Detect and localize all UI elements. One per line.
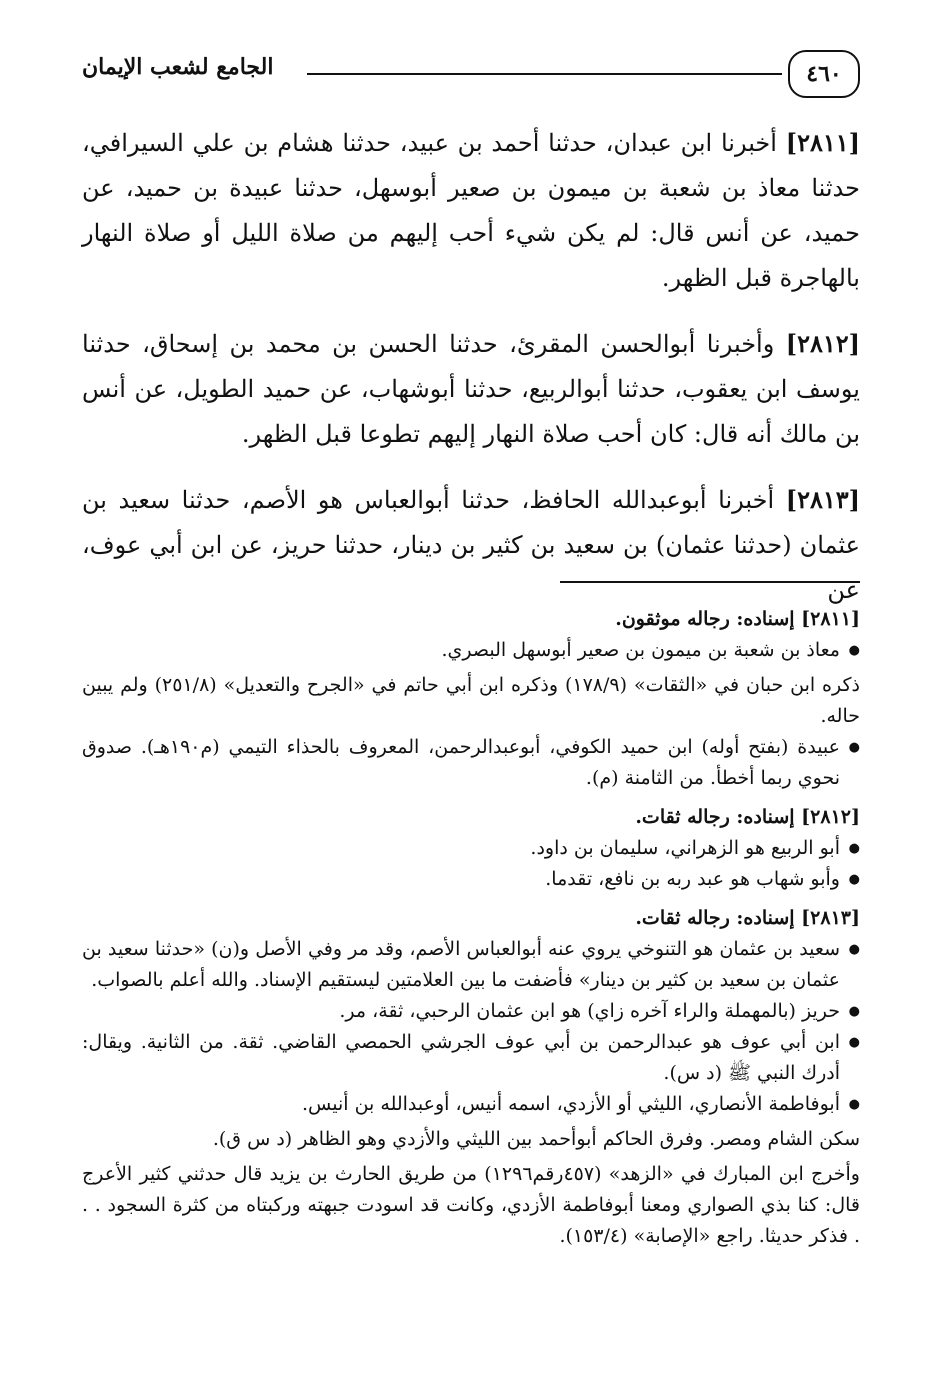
header-rule xyxy=(307,73,782,75)
main-text xyxy=(82,120,860,633)
hadith-number: [٢٨١٣] xyxy=(785,485,860,514)
footnote-bullet: ● أبو الربيع هو الزهراني، سليمان بن داود. xyxy=(82,833,860,864)
book-page xyxy=(82,40,860,1340)
hadith-number: [٢٨١١] xyxy=(785,128,860,157)
hadith-text: أخبرنا ابن عبدان، حدثنا أحمد بن عبيد، حدثنا هشام بن علي السيرافي، حدثنا معاذ بن شعبة بن ميمون بن صعير أبوسهل، حدثنا عبيدة بن حميد، عن حميد، عن أنس قال: لم يكن شيء أحب إليهم من صلاة الليل أو صلاة النهار بالهاجرة قبل الظهر. xyxy=(82,129,860,292)
hadith-text: أخبرنا أبوعبدالله الحافظ، حدثنا أبوالعباس هو الأصم، حدثنا سعيد بن عثمان (حدثنا عثمان) بن سعيد بن كثير بن دينار، حدثنا حريز، عن ابن أبي عوف، عن xyxy=(82,486,860,604)
hadith-text: وأخبرنا أبوالحسن المقرئ، حدثنا الحسن بن محمد بن إسحاق، حدثنا يوسف ابن يعقوب، حدثنا أبوالربيع، حدثنا أبوشهاب، عن حميد الطويل، عن أنس بن مالك أنه قال: كان أحب صلاة النهار إليهم تطوعا قبل الظهر. xyxy=(82,330,860,448)
page-header xyxy=(82,40,860,112)
footnote-paragraph: سكن الشام ومصر. وفرق الحاكم أبوأحمد بين الليثي والأزدي وهو الظاهر (د س ق). xyxy=(212,1128,860,1150)
footnote-bullet: ● سعيد بن عثمان هو التنوخي يروي عنه أبوالعباس الأصم، وقد مر وفي الأصل و(ن) «حدثنا سعيد بن عثمان بن سعيد بن كثير بن دينار» فأضفت ما بين العلامتين ليستقيم الإسناد. والله أعلم بالصواب. xyxy=(82,934,860,996)
footnote-separator xyxy=(560,581,860,583)
footnote-paragraph: وأخرج ابن المبارك في «الزهد» (٤٥٧رقم١٢٩٦) من طريق الحارث بن يزيد قال حدثني كثير الأعرج قال: كنا بذي الصواري ومعنا أبوفاطمة الأزدي، وكانت قد اسودت جبهته وركبتاه من كثرة السجود . . . فذكر حديثا. راجع «الإصابة» (١٥٣/٤). xyxy=(82,1163,860,1247)
page-number: ٤٦٠ xyxy=(788,50,860,98)
hadith-2813 xyxy=(82,477,860,613)
footnote-bullet: ● ابن أبي عوف هو عبدالرحمن بن أبي عوف الجرشي الحمصي القاضي. ثقة. من الثانية. ويقال: أدرك النبي ﷺ (د س). xyxy=(82,1027,860,1089)
footnote-title-2812: [٢٨١٢] إسناده: رجاله ثقات. xyxy=(635,806,860,828)
footnotes xyxy=(82,602,860,1252)
hadith-2812 xyxy=(82,321,860,457)
footnote-title-2811: [٢٨١١] إسناده: رجاله موثقون. xyxy=(615,608,860,630)
footnote-paragraph: ذكره ابن حبان في «الثقات» (١٧٨/٩) وذكره ابن أبي حاتم في «الجرح والتعديل» (٢٥١/٨) ولم يبين حاله. xyxy=(82,674,860,727)
footnote-bullet: ● عبيدة (بفتح أوله) ابن حميد الكوفي، أبوعبدالرحمن، المعروف بالحذاء التيمي (م١٩٠هـ). صدوق نحوي ربما أخطأ. من الثامنة (م). xyxy=(82,732,860,794)
footnote-title-2813: [٢٨١٣] إسناده: رجاله ثقات. xyxy=(635,907,860,929)
hadith-number: [٢٨١٢] xyxy=(785,329,860,358)
hadith-2811 xyxy=(82,120,860,301)
footnote-bullet: ● أبوفاطمة الأنصاري، الليثي أو الأزدي، اسمه أنيس، أوعبدالله بن أنيس. xyxy=(82,1089,860,1120)
footnote-bullet: ● حريز (بالمهملة والراء آخره زاي) هو ابن عثمان الرحبي، ثقة، مر. xyxy=(82,996,860,1027)
footnote-bullet: ● وأبو شهاب هو عبد ربه بن نافع، تقدما. xyxy=(82,864,860,895)
footnote-bullet: ● معاذ بن شعبة بن ميمون بن صعير أبوسهل البصري. xyxy=(82,635,860,666)
running-title: الجامع لشعب الإيمان xyxy=(82,54,274,80)
